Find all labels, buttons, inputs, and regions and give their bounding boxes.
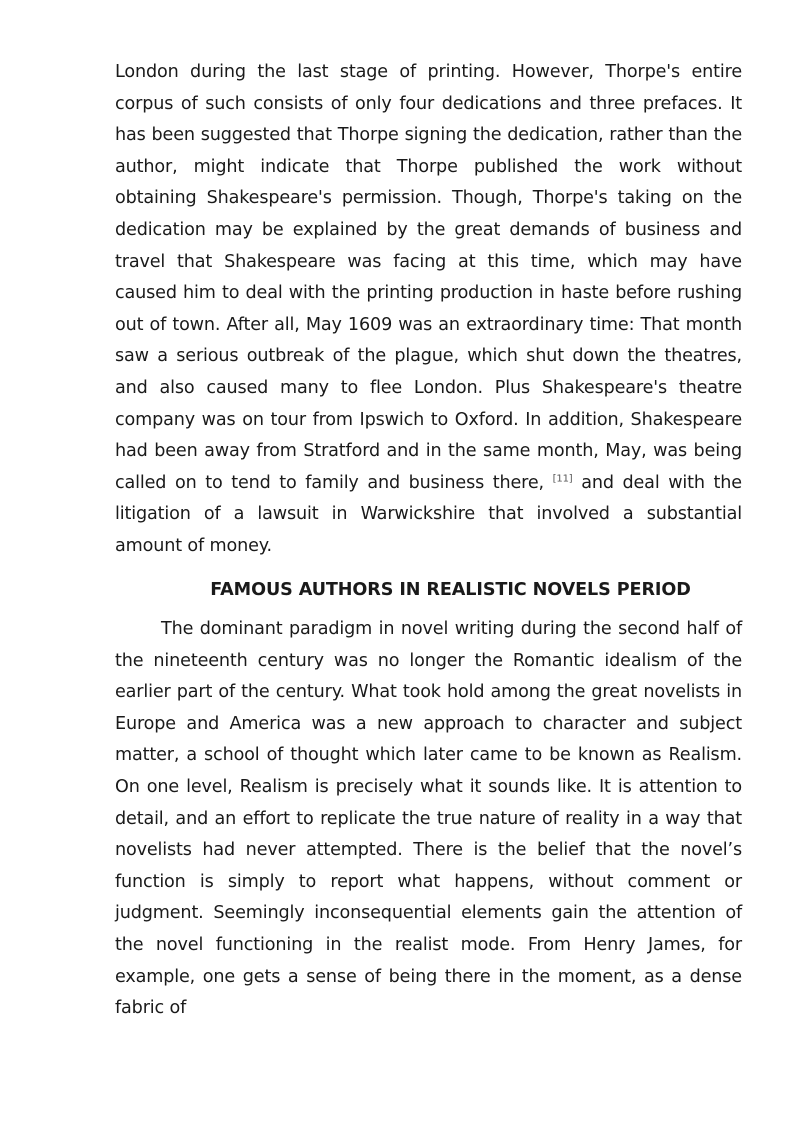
- body-paragraph-shakespeare: [115, 57, 742, 563]
- section-heading: FAMOUS AUTHORS IN REALISTIC NOVELS PERIOD: [210, 579, 691, 600]
- paragraph-text: London during the last stage of printing. However, Thorpe's entire corpus of such consists of only four dedications and three prefaces. It has been suggested that Thorpe signing the dedication, rather than the author, might indicate that Thorpe published the work without obtaining Shakespeare's permission. Though, Thorpe's taking on the dedication may be explained by the great demands of business and travel that Shakespeare was facing at this time, which may have caused him to deal with the printing production in haste before rushing out of town. After all, May 1609 was an extraordinary time: That month saw a serious outbreak of the plague, which shut down the theatres, and also caused many to flee London. Plus Shakespeare's theatre company was on tour from Ipswich to Oxford. In addition, Shakespeare had been away from Stratford and in the same month, May, was being called on to tend to family and business there,: [115, 62, 742, 493]
- body-paragraph-realism: The dominant paradigm in novel writing during the second half of the nineteenth century was no longer the Romantic idealism of the earlier part of the century. What took hold among the great novelists in Europe and America was a new approach to character and subject matter, a school of thought which later came to be known as Realism. On one level, Realism is precisely what it sounds like. It is attention to detail, and an effort to replicate the true nature of reality in a way that novelists had never attempted. There is the belief that the novel’s function is simply to report what happens, without comment or judgment. Seemingly inconsequential elements gain the attention of the novel functioning in the realist mode. From Henry James, for example, one gets a sense of being there in the moment, as a dense fabric of: [115, 619, 742, 1019]
- footnote-reference[interactable]: [11]: [552, 473, 573, 485]
- document-page: [115, 57, 742, 1025]
- paragraph-text-continued: and deal with the litigation of a lawsuit in Warwickshire that involved a substantial amount of money.: [115, 472, 742, 556]
